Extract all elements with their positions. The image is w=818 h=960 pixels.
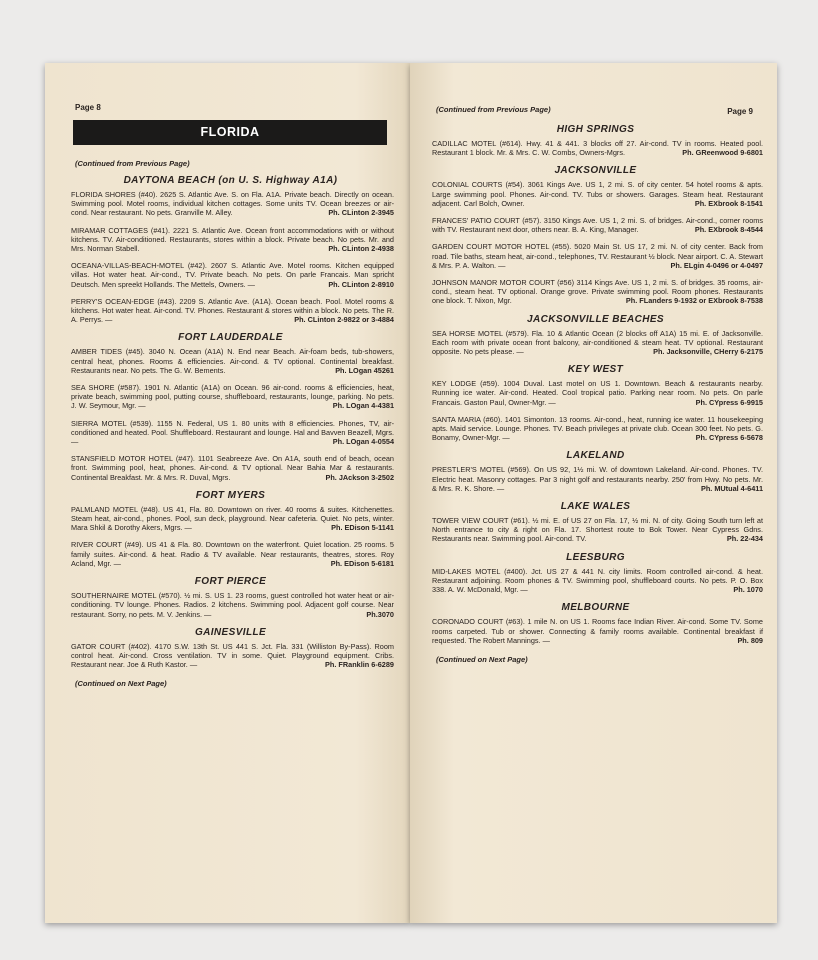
listing-text: STANSFIELD MOTOR HOTEL (#47). 1101 Seabreeze Ave. On A1A, south end of beach, ocean front. Swimming pool, heat, phones. Air-cond. & TV optional. Near Bahia Mar & restaurants. Continental Breakfast. Mr. & Mrs. R. Duval, Mgrs. [71, 454, 394, 482]
listing-text: CORONADO COURT (#63). 1 mile N. on US 1. Rooms face Indian River. Air-cond. Some TV. Some rooms carpeted. Tub or shower. Connecting & family rooms available. Continental breakfast if requested. The Robert Mannings. — [432, 617, 763, 645]
listing-phone: Ph. JAckson 3-2502 [325, 472, 394, 482]
page-number: Page 8 [75, 103, 101, 112]
listing-text: SANTA MARIA (#60). 1401 Simonton. 13 rooms. Air-cond., heat, running ice water. 11 housekeeping apts. Maid service. Lounge. Phones. TV. Beach privileges at private club. Ocean 300 feet. No pets. G. Bonamy, Owner-Mgr. — [432, 414, 763, 443]
listing-text: PERRY'S OCEAN-EDGE (#43). 2209 S. Atlantic Ave. (A1A). Ocean beach. Pool. Motel rooms & kitchens. Hot water heat. Air-cond. TV. Phones. Restaurant & stores within a block. No pets. The R. A. Perrys. — [71, 296, 394, 325]
listing-phone: Ph. CLinton 2-9822 or 3-4884 [294, 315, 394, 325]
listing-phone: Ph. 809 [737, 635, 763, 645]
listing-phone: Ph. CYpress 6-9915 [695, 397, 763, 407]
motel-listing [71, 454, 394, 482]
listing-text: CADILLAC MOTEL (#614). Hwy. 41 & 441. 3 blocks off 27. Air-cond. TV in rooms. Heated pool. Restaurant 1 block. Mr. & Mrs. C. W. Combs, Owners-Mgrs. [432, 139, 763, 158]
listing-text: SOUTHERNAIRE MOTEL (#570). ½ mi. S. US 1. 23 rooms, guest controlled hot water heat or air-conditioning. TV lounge. Phones. Radios. 2 kitchens. Swimming pool. Adjacent golf course. Near restaurant. Sorry, no pets. M. V. Jenkins. — [71, 591, 394, 619]
listing-phone: Ph. ELgin 4-0496 or 4-0497 [670, 260, 763, 270]
city-heading: JACKSONVILLE [554, 165, 637, 177]
listing-phone: Ph. FLanders 9-1932 or EXbrook 8-7538 [625, 296, 763, 306]
motel-listing [71, 540, 394, 568]
listing-phone: Ph. LOgan 45261 [335, 365, 394, 375]
motel-listing [432, 379, 763, 407]
page-number: Page 9 [727, 107, 753, 116]
listing-text: JOHNSON MANOR MOTOR COURT (#56) 3114 Kings Ave. US 1, 2 mi. S. of bridges. 35 rooms, air-cond., steam heat. TV optional. Orange grove. Private swimming pool. Room phones. Restaurants one block. T. Nixon, Mgr. [432, 278, 763, 306]
city-heading: MELBOURNE [561, 602, 630, 614]
listing-phone: Ph. LOgan 4-4381 [332, 401, 394, 411]
motel-listing [432, 242, 763, 270]
city-heading: FORT LAUDERDALE [178, 332, 283, 344]
listing-phone: Ph. CLinton 2-8910 [328, 279, 394, 289]
continued-on-note: (Continued on Next Page) [436, 654, 528, 664]
motel-listing [432, 278, 763, 306]
listing-phone: Ph. CYpress 6-5678 [695, 433, 763, 443]
motel-listing [432, 139, 763, 157]
listing-text: PALMLAND MOTEL (#48). US 41, Fla. 80. Downtown on river. 40 rooms & suites. Kitchenettes. Steam heat, air-cond., phones. Pool, sun deck, playground. Near cafeteria. Quiet. No pets, winter. Mara Shkil & Dorothy Akers, Mgrs. — [71, 504, 394, 533]
city-heading: DAYTONA BEACH (on U. S. Highway A1A) [123, 175, 338, 186]
listing-text: COLONIAL COURTS (#54). 3061 Kings Ave. US 1, 2 mi. S. of city center. 54 hotel rooms & apts. Large swimming pool. Phones. Air-cond. TV. Tubs or showers. Garages. Steam heat. Restaurant adjacent. Carl Bolch, Owner. [432, 180, 763, 208]
city-heading: KEY WEST [567, 364, 624, 376]
listing-phone: Ph. CLinton 2-3945 [328, 208, 394, 218]
listing-phone: Ph. 22-434 [726, 534, 763, 544]
motel-listing [71, 190, 394, 218]
motel-listing [71, 383, 394, 411]
motel-listing [71, 226, 394, 254]
listing-phone: Ph. FRanklin 6-6289 [325, 660, 394, 670]
motel-listing [432, 180, 763, 208]
listing-text: SEA SHORE (#587). 1901 N. Atlantic (A1A) on Ocean. 96 air-cond. rooms & efficiencies, heat, private beach, swimming pool, putting course, shuffleboard, restaurants, lounge, parking. No pets. J. W. Seymour, Mgr. — [71, 383, 394, 411]
listing-phone: Ph. MUtual 4-6411 [700, 483, 763, 493]
listing-text: FRANCES' PATIO COURT (#57). 3150 Kings Ave. US 1, 2 mi. S. of bridges. Air-cond., corner rooms with TV. Restaurant next door, others near. B. A. King, Manager. [432, 216, 763, 235]
left-page [45, 63, 410, 923]
listing-phone: Ph. EXbrook 8-4544 [694, 225, 763, 235]
motel-listing [71, 505, 394, 533]
listing-phone: Ph. EDison 5-6181 [330, 558, 394, 568]
listing-phone: Ph. EDison 5-1141 [331, 523, 394, 533]
city-heading: LAKELAND [566, 450, 625, 462]
motel-listing [432, 465, 763, 493]
city-heading: LAKE WALES [560, 501, 631, 513]
listing-text: KEY LODGE (#59). 1004 Duval. Last motel on US 1. Downtown. Beach & restaurants nearby. Running ice water. Air-cond. Heated. Cool tropical patio. Parking near room. No pets. On parle Francais. Gaston Paul, Owner-Mgr. — [432, 379, 763, 407]
motel-listing [71, 642, 394, 670]
listing-text: RIVER COURT (#49). US 41 & Fla. 80. Downtown on the waterfront. Quiet location. 25 rooms. 5 family suites. Air-cond. & heat. Radio & TV available. Near restaurants, theatres, stores. Roy Acland, Mgr. — [71, 540, 394, 568]
state-banner: FLORIDA [73, 120, 387, 145]
motel-listing [432, 216, 763, 234]
motel-listing [432, 617, 763, 645]
booklet [45, 63, 777, 923]
continued-on-note: (Continued on Next Page) [75, 679, 167, 689]
listing-text: OCEANA-VILLAS-BEACH-MOTEL (#42). 2607 S. Atlantic Ave. Motel rooms. Kitchen equipped villas. Hot water heat. Air-cond., TV. Private beach. No pets. On parle Francais. Man spricht Deutsch. Men spreekt Hollands. The Mettels, Owners. — [71, 261, 394, 289]
listing-phone: Ph. GReenwood 9-6801 [682, 148, 763, 158]
continued-from-note: (Continued from Previous Page) [436, 105, 551, 114]
continued-from-note: (Continued from Previous Page) [75, 159, 190, 168]
listing-text: FLORIDA SHORES (#40). 2625 S. Atlantic Ave. S. on Fla. A1A. Private beach. Directly on ocean. Swimming pool. Motel rooms, individual kitchen cottages. Some units TV. Ocean breezes or air-cond. Near restaurant. No pets. Granville M. Alley. [71, 190, 394, 218]
listing-phone: Ph. Jacksonville, CHerry 6-2175 [653, 347, 763, 357]
motel-listing [432, 329, 763, 357]
listing-phone: Ph.3070 [366, 609, 394, 619]
motel-listing [432, 516, 763, 544]
listing-text: GATOR COURT (#402). 4170 S.W. 13th St. US 441 S. Jct. Fla. 331 (Williston By-Pass). Room control heat. Air-cond. Cross ventilation. TV in some. Quiet. Playground equipment. Cribs. Restaurant near. Joe & Ruth Kastor. — [71, 641, 394, 670]
right-page [410, 63, 777, 923]
city-heading: HIGH SPRINGS [556, 124, 635, 135]
listing-text: PRESTLER'S MOTEL (#569). On US 92, 1½ mi. W. of downtown Lakeland. Air-cond. Phones. TV. Electric heat. Masonry cottages. Par 3 night golf and restaurants nearby. 250' from Hwy. No pets. Mr. & Mrs. R. K. Shore. — [432, 465, 763, 493]
city-heading: FORT MYERS [195, 489, 266, 501]
listing-text: MIRAMAR COTTAGES (#41). 2221 S. Atlantic Ave. Ocean front accommodations with or without kitchens. TV. Air-conditioned. Restaurants, stores within a block. Private beach. No pets. Mr. and Mrs. Norman Stabell. [71, 225, 394, 254]
listing-text: SEA HORSE MOTEL (#579). Fla. 10 & Atlantic Ocean (2 blocks off A1A) 15 mi. E. of Jacksonville. Each room with private ocean front balcony, air-conditioned & steam heat. TV optional. Restaurant opposite. No pets please. — [432, 328, 763, 357]
listing-text: AMBER TIDES (#45). 3040 N. Ocean (A1A) N. End near Beach. Air-foam beds, tub-showers, central heat, phones. Rooms & efficiencies. Air-cond. & TV optional. Continental breakfast. Restaurants near. No pets. The G. W. Bements. [71, 347, 394, 375]
city-heading: JACKSONVILLE BEACHES [527, 313, 664, 325]
motel-listing [71, 419, 394, 447]
listing-phone: Ph. LOgan 4-0554 [332, 437, 394, 447]
motel-listing [71, 297, 394, 325]
listing-text: MID-LAKES MOTEL (#400). Jct. US 27 & 441 N. city limits. Room controlled air-cond. & heat. Restaurant adjoining. Room phones & TV. Swimming pool, shuffleboard courts. No pets. P. O. Box 338. A. W. McDonald, Mgr. — [432, 566, 763, 595]
listing-sections [428, 124, 763, 645]
motel-listing [432, 415, 763, 443]
listing-text: SIERRA MOTEL (#539). 1155 N. Federal, US 1. 80 units with 8 efficiencies. Phones, TV, air-conditioned and heated. Pool. Shuffleboard. Restaurant and lounge. Hal and Bavven Beazell, Mgrs. — [71, 418, 394, 447]
city-heading: GAINESVILLE [194, 626, 267, 638]
listing-phone: Ph. EXbrook 8-1541 [694, 198, 763, 208]
listing-phone: Ph. 1070 [733, 585, 763, 595]
motel-listing [71, 591, 394, 619]
listing-text: GARDEN COURT MOTOR HOTEL (#55). 5020 Main St. US 17, 2 mi. N. of city center. Back from road. Tile baths, steam heat, air-cond., telephones, TV. Restaurant ½ block. Near airport. C. A. Stewart & Mrs. P. A. Walton. — [432, 242, 763, 270]
motel-listing [71, 261, 394, 289]
motel-listing [71, 347, 394, 375]
listing-sections [67, 175, 394, 669]
city-heading: FORT PIERCE [194, 576, 267, 588]
motel-listing [432, 567, 763, 595]
listing-text: TOWER VIEW COURT (#61). ½ mi. E. of US 27 on Fla. 17, ½ mi. N. of city. Going South turn left at North entrance to city & right on Fla. 17. Shortest route to Bok Tower. Near Cypress Gdns. Restaurants near. Swimming pool. Air-cond. TV. [432, 516, 763, 544]
city-heading: LEESBURG [566, 551, 625, 563]
listing-phone: Ph. CLinton 2-4938 [328, 244, 394, 254]
